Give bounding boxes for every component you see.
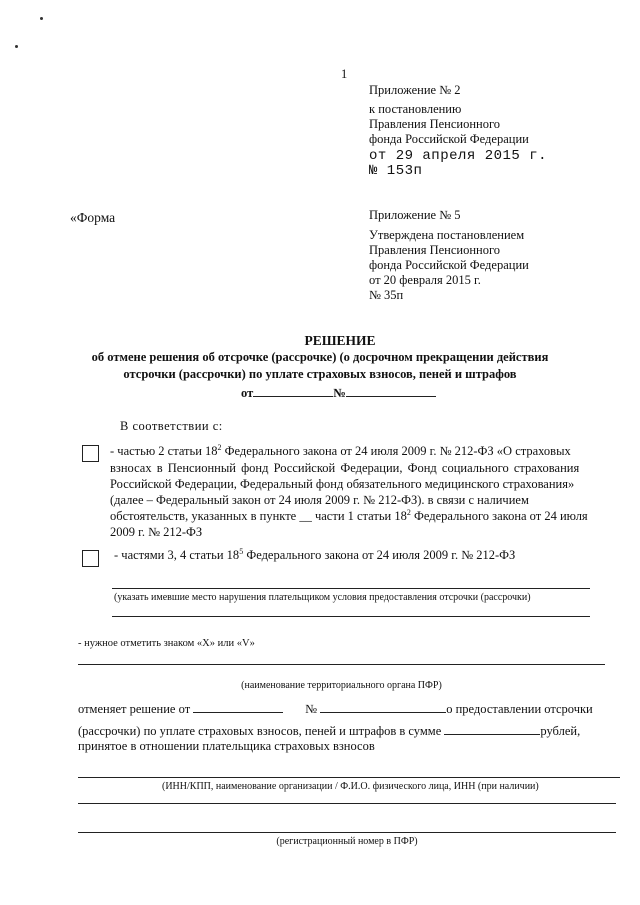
option2-text: - частями 3, 4 статьи $18^5$ Федерального закона от 24 июля 2009 г. № 212-ФЗ <box>114 546 516 562</box>
decision-number-label: № <box>333 386 346 400</box>
reg-line[interactable] <box>78 832 616 833</box>
scan-speck <box>40 17 43 20</box>
appendix5-line3: фонда Российской Федерации <box>369 258 529 272</box>
inn-line[interactable] <box>78 777 620 778</box>
in-accordance-label: В соответствии с: <box>120 419 223 433</box>
appendix5-title: Приложение № 5 <box>369 208 461 222</box>
appendix2-date: от 29 апреля 2015 г. <box>369 148 548 164</box>
cancels-date-blank[interactable] <box>193 700 283 713</box>
appendix5-number: № 35п <box>369 288 404 302</box>
installment-line: (рассрочки) по уплате страховых взносов, пеней и штрафов в сумме рублей, <box>78 724 581 738</box>
violation-line[interactable] <box>112 588 590 589</box>
violation-line-2[interactable] <box>112 616 590 617</box>
pfr-org-line[interactable] <box>78 664 605 665</box>
appendix5-line2: Правления Пенсионного <box>369 243 501 257</box>
option1-line2: взносах в Пенсионный фонд Российской Федерации, Фонд социального страхования <box>110 461 580 475</box>
inn-caption: (ИНН/КПП, наименование организации / Ф.И.О. физического лица, ИНН (при наличии) <box>162 781 539 792</box>
appendix5-line1: Утверждена постановлением <box>369 228 525 242</box>
decision-title: РЕШЕНИЕ <box>304 333 376 348</box>
appendix2-line3: фонда Российской Федерации <box>369 132 529 146</box>
accepted-line: принятое в отношении плательщика страховых взносов <box>78 739 375 753</box>
inn-line-2[interactable] <box>78 803 616 804</box>
amount-blank[interactable] <box>444 722 540 735</box>
option1-line5: обстоятельств, указанных в пункте __ части 1 статьи $18^2$ Федерального закона от 24 июля <box>110 507 588 523</box>
appendix2-line2: Правления Пенсионного <box>369 117 501 131</box>
cancels-line: отменяет решение от № о предоставлении отсрочки <box>78 702 593 716</box>
option1-line1: - частью 2 статьи $18^2$ Федерального закона от 24 июля 2009 г. № 212-ФЗ «О страховых <box>110 442 571 458</box>
appendix2-number: № 153п <box>369 163 423 179</box>
appendix2-line1: к постановлению <box>369 102 462 116</box>
decision-from-label: от <box>241 386 254 400</box>
mark-note: - нужное отметить знаком «Х» или «V» <box>78 638 255 649</box>
reg-caption: (регистрационный номер в ПФР) <box>276 836 418 847</box>
option1-checkbox[interactable] <box>82 445 99 462</box>
option1-line3: Российской Федерации, Федеральный фонд обязательного медицинского страхования» <box>110 477 575 491</box>
decision-number-blank[interactable] <box>346 384 436 397</box>
scan-speck <box>15 45 18 48</box>
cancels-number-blank[interactable] <box>320 700 446 713</box>
decision-subtitle-line2: отсрочки (рассрочки) по уплате страховых взносов, пеней и штрафов <box>123 367 517 381</box>
violation-caption: (указать имевшие место нарушения плательщиком условия предоставления отсрочки (рассрочки) <box>114 592 531 603</box>
option1-line6: 2009 г. № 212-ФЗ <box>110 525 203 539</box>
decision-subtitle-line1: об отмене решения об отсрочке (рассрочке) (о досрочном прекращении действия <box>91 350 549 364</box>
page-number: 1 <box>341 67 348 81</box>
option2-checkbox[interactable] <box>82 550 99 567</box>
pfr-org-caption: (наименование территориального органа ПФР) <box>241 680 442 691</box>
option1-line4: (далее – Федеральный закон от 24 июля 2009 г. № 212-ФЗ). в связи с наличием <box>110 493 529 507</box>
decision-date-field <box>241 384 436 401</box>
form-label: «Форма <box>70 210 116 225</box>
appendix2-title: Приложение № 2 <box>369 83 461 97</box>
appendix5-date: от 20 февраля 2015 г. <box>369 273 481 287</box>
decision-date-blank[interactable] <box>253 384 333 397</box>
